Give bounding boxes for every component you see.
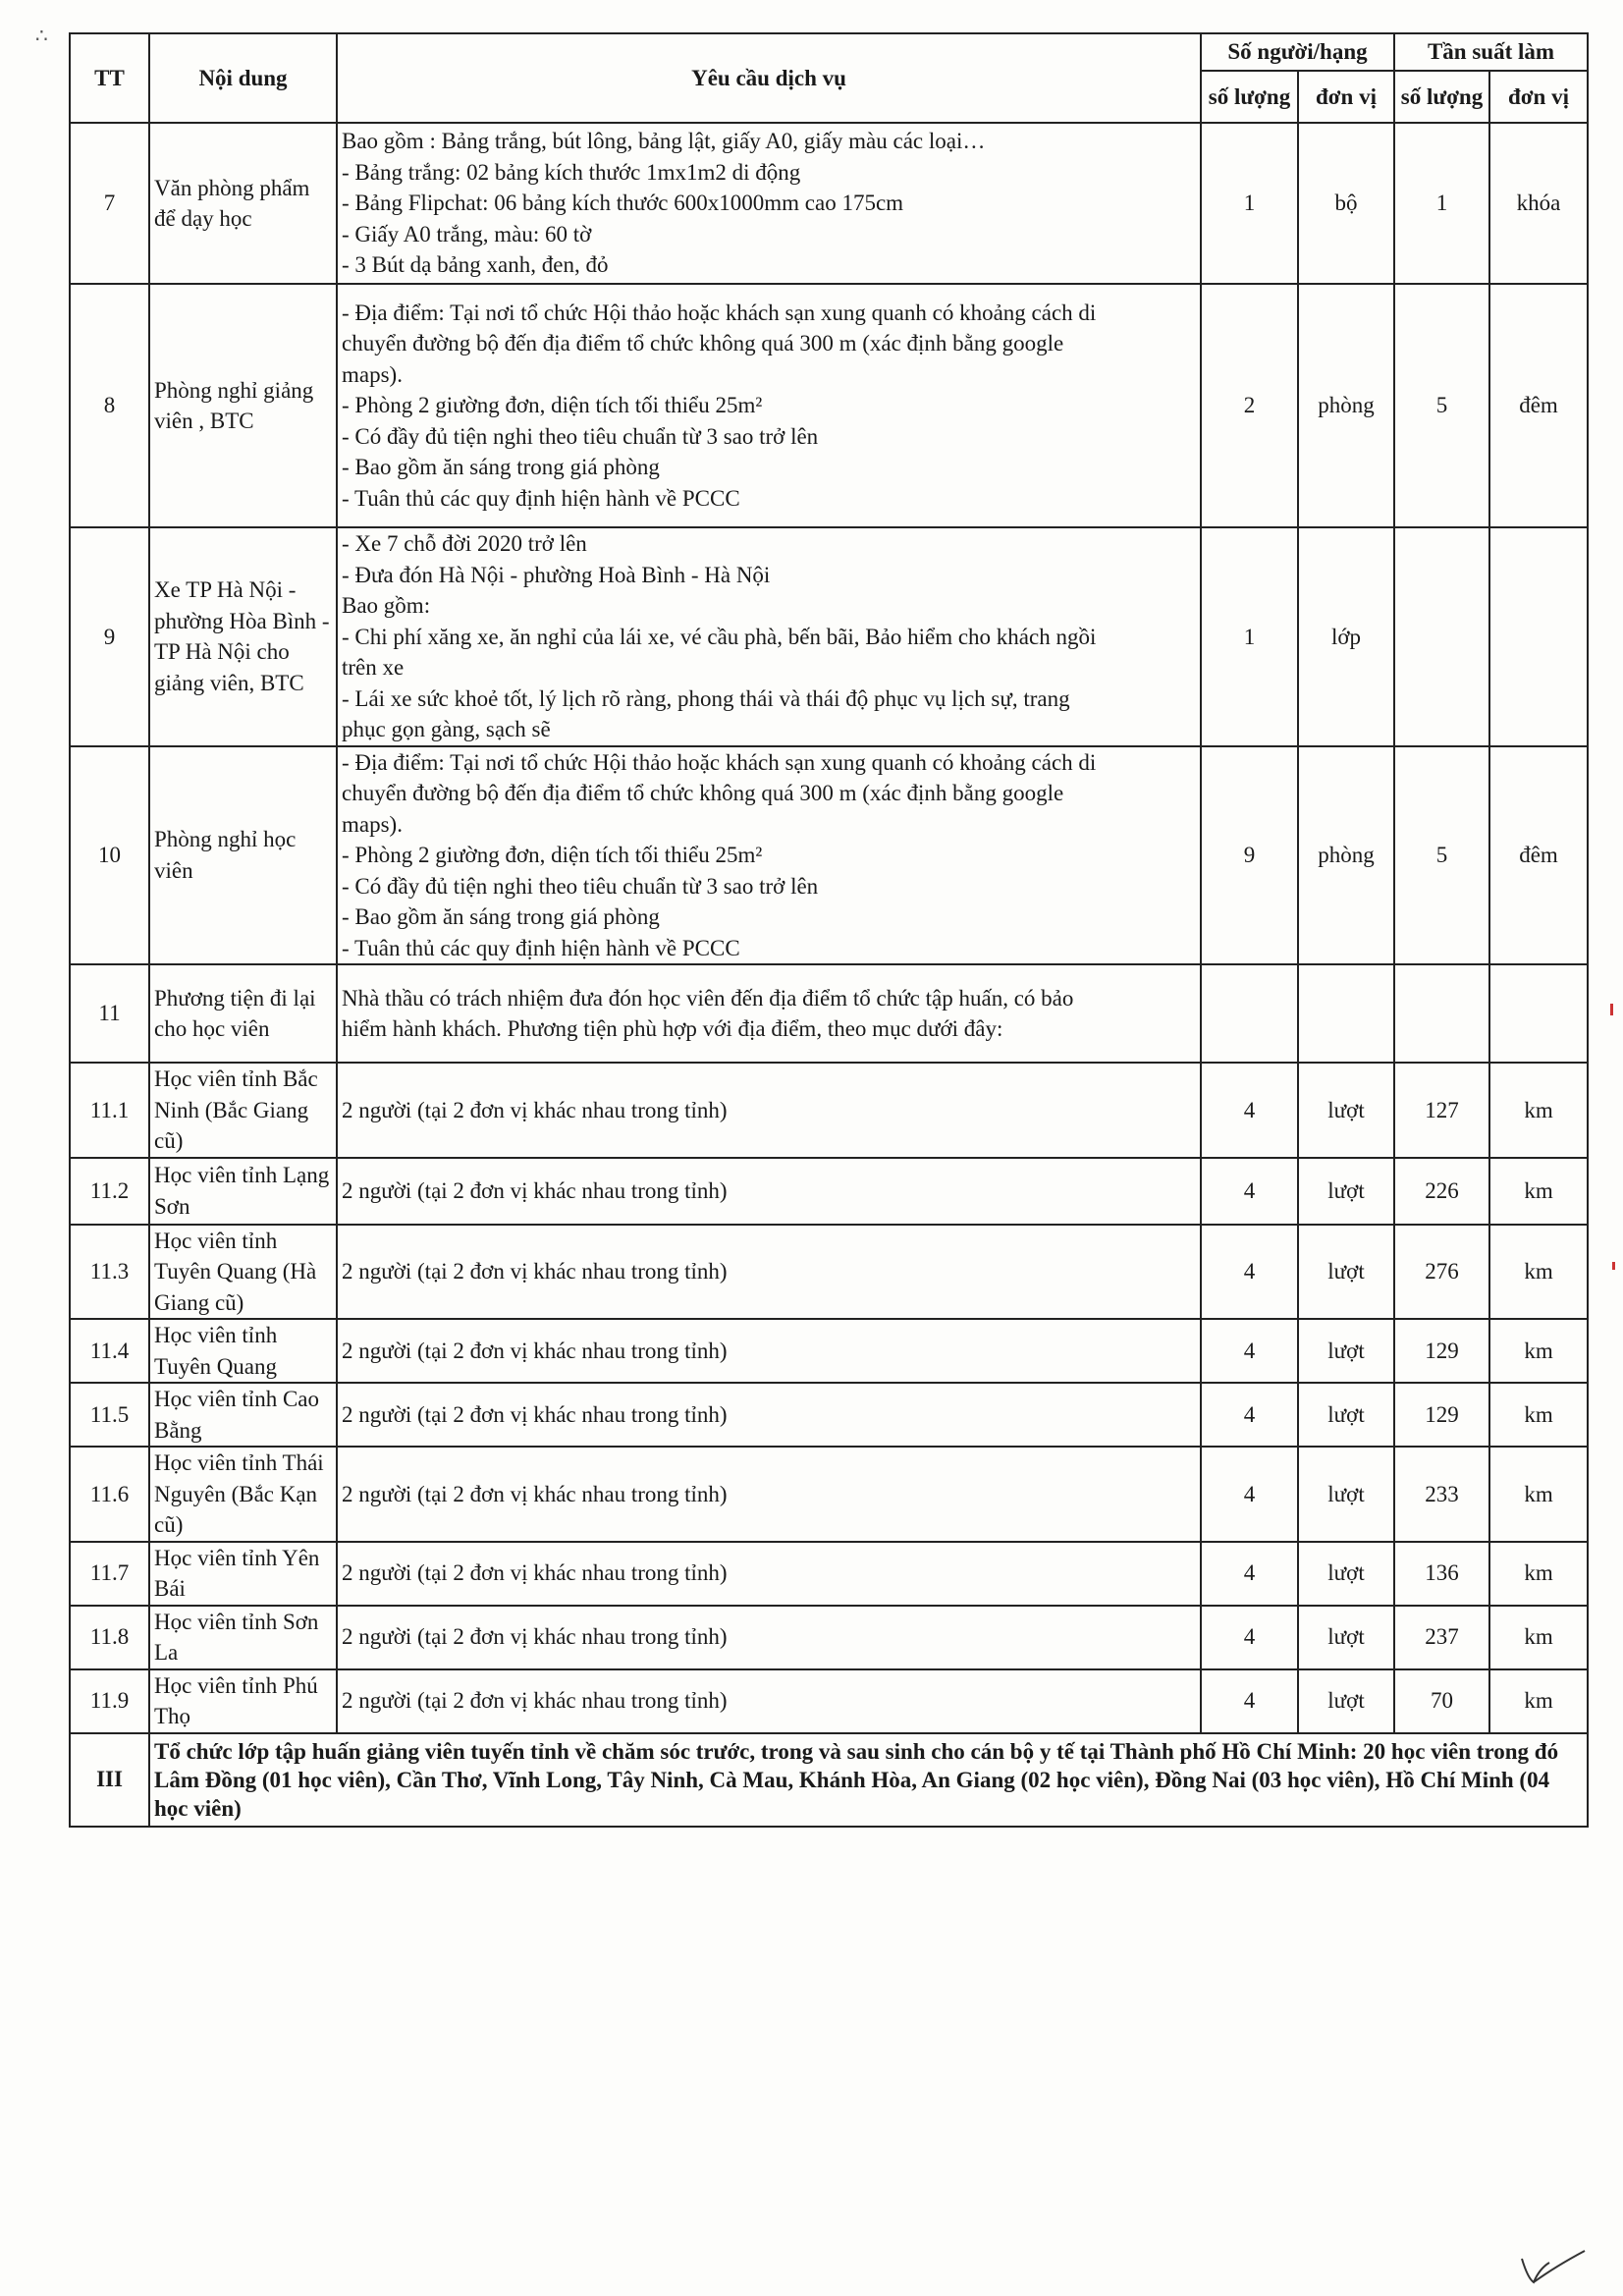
row-content: Học viên tỉnh Tuyên Quang bbox=[149, 1319, 337, 1383]
row-so-luong-nguoi: 4 bbox=[1201, 1447, 1298, 1542]
row-so-luong-tan-suat: 1 bbox=[1394, 123, 1489, 284]
table-row bbox=[70, 964, 1588, 1063]
row-requirements bbox=[337, 964, 1201, 1063]
row-don-vi-nguoi: phòng bbox=[1298, 746, 1394, 965]
row-don-vi-nguoi: lượt bbox=[1298, 1669, 1394, 1733]
row-tt: 7 bbox=[70, 123, 149, 284]
row-don-vi-tan-suat: km bbox=[1489, 1383, 1588, 1447]
row-so-luong-nguoi: 4 bbox=[1201, 1606, 1298, 1669]
row-so-luong-tan-suat: 129 bbox=[1394, 1319, 1489, 1383]
requirement-line: - Tuân thủ các quy định hiện hành về PCCC bbox=[342, 935, 740, 960]
header-tan-suat: Tần suất làm bbox=[1394, 33, 1588, 71]
row-don-vi-tan-suat: đêm bbox=[1489, 284, 1588, 527]
row-tt: 11.7 bbox=[70, 1542, 149, 1606]
table-row bbox=[70, 1063, 1588, 1158]
row-content: Học viên tỉnh Bắc Ninh (Bắc Giang cũ) bbox=[149, 1063, 337, 1158]
row-tt: 11.9 bbox=[70, 1669, 149, 1733]
row-don-vi-tan-suat: km bbox=[1489, 1158, 1588, 1225]
row-don-vi-tan-suat: km bbox=[1489, 1319, 1588, 1383]
row-don-vi-nguoi: lượt bbox=[1298, 1383, 1394, 1447]
requirement-line: 2 người (tại 2 đơn vị khác nhau trong tỉnh) bbox=[342, 1560, 728, 1586]
requirement-line: - Có đầy đủ tiện nghi theo tiêu chuẩn từ 3 sao trở lên bbox=[342, 423, 819, 449]
row-so-luong-tan-suat: 233 bbox=[1394, 1447, 1489, 1542]
requirement-line: maps). bbox=[342, 361, 403, 387]
table-row bbox=[70, 1158, 1588, 1225]
row-don-vi-nguoi: lượt bbox=[1298, 1063, 1394, 1158]
scan-mark bbox=[1612, 1262, 1615, 1270]
row-requirements bbox=[337, 1542, 1201, 1606]
requirement-line: 2 người (tại 2 đơn vị khác nhau trong tỉnh) bbox=[342, 1259, 728, 1284]
row-content: Phòng nghỉ học viên bbox=[149, 746, 337, 965]
requirement-line: 2 người (tại 2 đơn vị khác nhau trong tỉnh) bbox=[342, 1688, 728, 1714]
signature-mark bbox=[1520, 2249, 1589, 2288]
row-don-vi-tan-suat bbox=[1489, 964, 1588, 1063]
requirement-line: 2 người (tại 2 đơn vị khác nhau trong tỉnh) bbox=[342, 1624, 728, 1650]
section-tt: III bbox=[70, 1733, 149, 1827]
requirement-line: - Xe 7 chỗ đời 2020 trở lên bbox=[342, 531, 587, 556]
requirement-line: Bao gồm: bbox=[342, 593, 431, 618]
row-don-vi-nguoi: lượt bbox=[1298, 1319, 1394, 1383]
row-don-vi-nguoi: phòng bbox=[1298, 284, 1394, 527]
service-table bbox=[69, 32, 1589, 1828]
row-content: Học viên tỉnh Lạng Sơn bbox=[149, 1158, 337, 1225]
table-row bbox=[70, 1669, 1588, 1733]
row-tt: 11.2 bbox=[70, 1158, 149, 1225]
header-so-luong: số lượng bbox=[1201, 71, 1298, 123]
row-so-luong-nguoi: 4 bbox=[1201, 1225, 1298, 1320]
requirement-line: - Phòng 2 giường đơn, diện tích tối thiểu 25m² bbox=[342, 393, 763, 418]
scan-mark bbox=[1610, 1004, 1613, 1015]
requirement-line: - Bao gồm ăn sáng trong giá phòng bbox=[342, 904, 660, 929]
row-so-luong-tan-suat: 5 bbox=[1394, 284, 1489, 527]
row-requirements bbox=[337, 1383, 1201, 1447]
row-requirements bbox=[337, 1447, 1201, 1542]
row-content: Văn phòng phẩm để dạy học bbox=[149, 123, 337, 284]
row-so-luong-nguoi: 9 bbox=[1201, 746, 1298, 965]
row-so-luong-tan-suat: 127 bbox=[1394, 1063, 1489, 1158]
section-text: Tổ chức lớp tập huấn giảng viên tuyến tỉnh về chăm sóc trước, trong và sau sinh cho cán bộ y tế tại Thành phố Hồ Chí Minh: 20 học viên trong đó Lâm Đồng (01 học viên), Cần Thơ, Vĩnh Long, Tây Ninh, Cà Mau, Khánh Hòa, An Giang (02 học viên), Đồng Nai (03 học viên), Hồ Chí Minh (04 học viên) bbox=[149, 1733, 1588, 1827]
requirement-line: 2 người (tại 2 đơn vị khác nhau trong tỉnh) bbox=[342, 1338, 728, 1363]
row-requirements bbox=[337, 746, 1201, 965]
table-row bbox=[70, 1319, 1588, 1383]
row-so-luong-tan-suat: 276 bbox=[1394, 1225, 1489, 1320]
requirement-line: Bao gồm : Bảng trắng, bút lông, bảng lật, giấy A0, giấy màu các loại… bbox=[342, 129, 986, 154]
requirement-line: 2 người (tại 2 đơn vị khác nhau trong tỉnh) bbox=[342, 1097, 728, 1122]
row-don-vi-nguoi: lượt bbox=[1298, 1158, 1394, 1225]
row-so-luong-nguoi: 4 bbox=[1201, 1063, 1298, 1158]
row-don-vi-tan-suat: khóa bbox=[1489, 123, 1588, 284]
table-body bbox=[70, 123, 1588, 1827]
row-content: Phương tiện đi lại cho học viên bbox=[149, 964, 337, 1063]
row-requirements bbox=[337, 1063, 1201, 1158]
table-row bbox=[70, 1447, 1588, 1542]
requirement-line: - 3 Bút dạ bảng xanh, đen, đỏ bbox=[342, 252, 609, 278]
row-so-luong-nguoi bbox=[1201, 964, 1298, 1063]
requirement-line: 2 người (tại 2 đơn vị khác nhau trong tỉnh) bbox=[342, 1177, 728, 1203]
row-requirements bbox=[337, 1319, 1201, 1383]
requirement-line: - Địa điểm: Tại nơi tổ chức Hội thảo hoặc khách sạn xung quanh có khoảng cách di bbox=[342, 749, 1097, 775]
row-so-luong-tan-suat: 237 bbox=[1394, 1606, 1489, 1669]
header-tt: TT bbox=[70, 33, 149, 123]
requirement-line: trên xe bbox=[342, 655, 405, 680]
row-tt: 11.3 bbox=[70, 1225, 149, 1320]
scan-mark: ∴ bbox=[35, 26, 48, 47]
row-content: Học viên tỉnh Phú Thọ bbox=[149, 1669, 337, 1733]
requirement-line: chuyển đường bộ đến địa điểm tổ chức không quá 300 m (xác định bằng google bbox=[342, 781, 1064, 805]
header-don-vi: đơn vị bbox=[1489, 71, 1588, 123]
requirement-line: Nhà thầu có trách nhiệm đưa đón học viên đến địa điểm tổ chức tập huấn, có bảo bbox=[342, 985, 1074, 1011]
row-so-luong-tan-suat: 136 bbox=[1394, 1542, 1489, 1606]
table-row bbox=[70, 123, 1588, 284]
row-don-vi-nguoi: lượt bbox=[1298, 1225, 1394, 1320]
row-don-vi-tan-suat: km bbox=[1489, 1606, 1588, 1669]
requirement-line: 2 người (tại 2 đơn vị khác nhau trong tỉnh) bbox=[342, 1401, 728, 1427]
requirement-line: 2 người (tại 2 đơn vị khác nhau trong tỉnh) bbox=[342, 1481, 728, 1506]
row-don-vi-tan-suat: km bbox=[1489, 1225, 1588, 1320]
table-row bbox=[70, 1383, 1588, 1447]
requirement-line: - Bảng Flipchat: 06 bảng kích thước 600x1000mm cao 175cm bbox=[342, 191, 904, 216]
row-so-luong-nguoi: 1 bbox=[1201, 123, 1298, 284]
row-so-luong-nguoi: 4 bbox=[1201, 1158, 1298, 1225]
header-yeu-cau: Yêu cầu dịch vụ bbox=[337, 33, 1201, 123]
requirement-line: - Chi phí xăng xe, ăn nghỉ của lái xe, vé cầu phà, bến bãi, Bảo hiểm cho khách ngồi bbox=[342, 624, 1097, 649]
requirement-line: - Lái xe sức khoẻ tốt, lý lịch rõ ràng, phong thái và thái độ phục vụ lịch sự, trang bbox=[342, 685, 1070, 711]
table-row bbox=[70, 1225, 1588, 1320]
row-so-luong-nguoi: 4 bbox=[1201, 1383, 1298, 1447]
row-content: Học viên tỉnh Tuyên Quang (Hà Giang cũ) bbox=[149, 1225, 337, 1320]
requirement-line: - Bao gồm ăn sáng trong giá phòng bbox=[342, 455, 660, 480]
requirement-line: - Tuân thủ các quy định hiện hành về PCCC bbox=[342, 485, 740, 511]
row-so-luong-nguoi: 4 bbox=[1201, 1669, 1298, 1733]
table-row bbox=[70, 284, 1588, 527]
requirement-line: phục gọn gàng, sạch sẽ bbox=[342, 717, 551, 741]
row-requirements bbox=[337, 1669, 1201, 1733]
row-so-luong-nguoi: 1 bbox=[1201, 527, 1298, 746]
row-don-vi-tan-suat: km bbox=[1489, 1063, 1588, 1158]
row-content: Học viên tỉnh Cao Bằng bbox=[149, 1383, 337, 1447]
header-so-luong: số lượng bbox=[1394, 71, 1489, 123]
row-requirements bbox=[337, 527, 1201, 746]
row-tt: 11.6 bbox=[70, 1447, 149, 1542]
requirement-line: hiểm hành khách. Phương tiện phù hợp với địa điểm, theo mục dưới đây: bbox=[342, 1016, 1003, 1041]
row-don-vi-nguoi: bộ bbox=[1298, 123, 1394, 284]
row-tt: 8 bbox=[70, 284, 149, 527]
table-row bbox=[70, 1542, 1588, 1606]
header-so-nguoi-hang: Số người/hạng bbox=[1201, 33, 1394, 71]
row-requirements bbox=[337, 1225, 1201, 1320]
row-so-luong-tan-suat bbox=[1394, 527, 1489, 746]
row-requirements bbox=[337, 123, 1201, 284]
requirement-line: maps). bbox=[342, 811, 403, 837]
requirement-line: - Phòng 2 giường đơn, diện tích tối thiểu 25m² bbox=[342, 843, 763, 867]
table-row bbox=[70, 1606, 1588, 1669]
requirement-line: chuyển đường bộ đến địa điểm tổ chức không quá 300 m (xác định bằng google bbox=[342, 331, 1064, 356]
row-don-vi-nguoi: lượt bbox=[1298, 1606, 1394, 1669]
row-tt: 11 bbox=[70, 964, 149, 1063]
section-row bbox=[70, 1733, 1588, 1827]
row-tt: 9 bbox=[70, 527, 149, 746]
row-content: Học viên tỉnh Thái Nguyên (Bắc Kạn cũ) bbox=[149, 1447, 337, 1542]
row-so-luong-tan-suat: 129 bbox=[1394, 1383, 1489, 1447]
row-don-vi-tan-suat: km bbox=[1489, 1669, 1588, 1733]
requirement-line: - Đưa đón Hà Nội - phường Hoà Bình - Hà Nội bbox=[342, 562, 771, 587]
row-so-luong-tan-suat: 70 bbox=[1394, 1669, 1489, 1733]
header-don-vi: đơn vị bbox=[1298, 71, 1394, 123]
requirement-line: - Giấy A0 trắng, màu: 60 tờ bbox=[342, 221, 592, 246]
row-don-vi-tan-suat: km bbox=[1489, 1447, 1588, 1542]
requirement-line: - Có đầy đủ tiện nghi theo tiêu chuẩn từ 3 sao trở lên bbox=[342, 873, 819, 899]
row-tt: 11.8 bbox=[70, 1606, 149, 1669]
row-tt: 11.1 bbox=[70, 1063, 149, 1158]
row-so-luong-nguoi: 2 bbox=[1201, 284, 1298, 527]
row-don-vi-nguoi: lớp bbox=[1298, 527, 1394, 746]
row-so-luong-tan-suat: 226 bbox=[1394, 1158, 1489, 1225]
row-requirements bbox=[337, 1606, 1201, 1669]
row-tt: 11.5 bbox=[70, 1383, 149, 1447]
row-so-luong-nguoi: 4 bbox=[1201, 1319, 1298, 1383]
header-noi-dung: Nội dung bbox=[149, 33, 337, 123]
requirement-line: - Địa điểm: Tại nơi tổ chức Hội thảo hoặc khách sạn xung quanh có khoảng cách di bbox=[342, 300, 1097, 325]
row-tt: 11.4 bbox=[70, 1319, 149, 1383]
row-content: Học viên tỉnh Sơn La bbox=[149, 1606, 337, 1669]
row-don-vi-nguoi: lượt bbox=[1298, 1542, 1394, 1606]
row-requirements bbox=[337, 284, 1201, 527]
row-requirements bbox=[337, 1158, 1201, 1225]
row-content: Phòng nghỉ giảng viên , BTC bbox=[149, 284, 337, 527]
row-don-vi-nguoi bbox=[1298, 964, 1394, 1063]
row-so-luong-tan-suat bbox=[1394, 964, 1489, 1063]
row-so-luong-tan-suat: 5 bbox=[1394, 746, 1489, 965]
row-content: Học viên tỉnh Yên Bái bbox=[149, 1542, 337, 1606]
requirement-line: - Bảng trắng: 02 bảng kích thước 1mx1m2 di động bbox=[342, 159, 801, 185]
row-don-vi-tan-suat: km bbox=[1489, 1542, 1588, 1606]
row-content: Xe TP Hà Nội - phường Hòa Bình - TP Hà Nội cho giảng viên, BTC bbox=[149, 527, 337, 746]
row-don-vi-tan-suat: đêm bbox=[1489, 746, 1588, 965]
row-tt: 10 bbox=[70, 746, 149, 965]
row-so-luong-nguoi: 4 bbox=[1201, 1542, 1298, 1606]
table-row bbox=[70, 746, 1588, 965]
table-row bbox=[70, 527, 1588, 746]
row-don-vi-nguoi: lượt bbox=[1298, 1447, 1394, 1542]
row-don-vi-tan-suat bbox=[1489, 527, 1588, 746]
